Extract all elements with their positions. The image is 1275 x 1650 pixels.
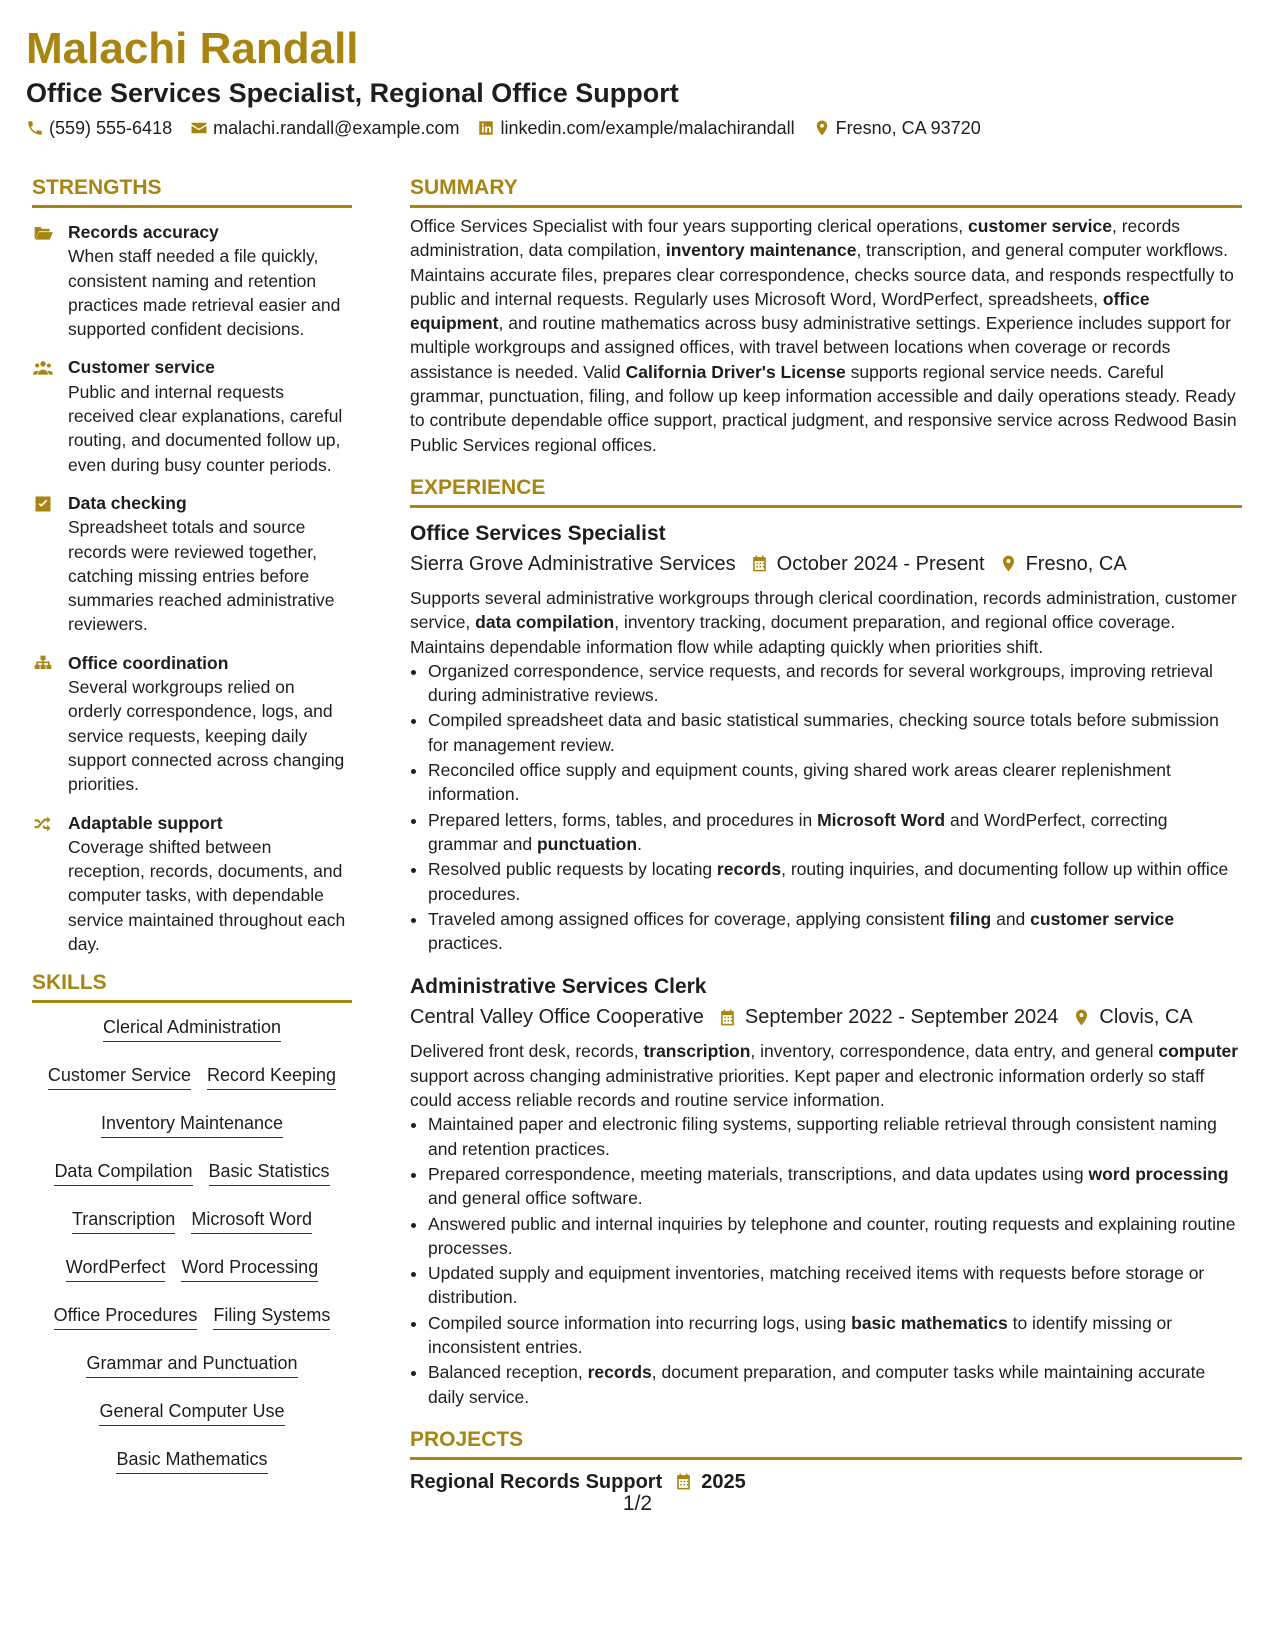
strength-title: Office coordination <box>68 652 229 673</box>
job-company: Central Valley Office Cooperative <box>410 1006 704 1029</box>
job-bullet <box>428 1212 1242 1261</box>
text-run: Resolved public requests by locating <box>428 859 717 880</box>
text-run: Answered public and internal inquiries by telephone and counter, routing requests and explaining routine processes. <box>428 1213 1236 1258</box>
strength-body <box>68 355 352 476</box>
job-list <box>410 520 1242 1409</box>
project-title: Regional Records Support <box>410 1470 663 1493</box>
job-intro <box>410 586 1242 659</box>
strengths-section <box>32 175 352 956</box>
bold-term: filing <box>949 908 992 929</box>
map-pin-icon <box>1072 1008 1091 1027</box>
phone-text: (559) 555-6418 <box>49 118 173 138</box>
calendar-icon <box>750 554 769 573</box>
text-run: Traveled among assigned offices for coverage, applying consistent <box>428 908 950 929</box>
text-run: support across changing administrative priorities. Kept paper and electronic information orderly so staff could access reliable records and routine service information. <box>410 1065 1205 1111</box>
bold-term: basic mathematics <box>851 1312 1008 1333</box>
job-bullet <box>428 1112 1242 1161</box>
project-year: 2025 <box>701 1470 746 1493</box>
job-bullet <box>428 708 1242 757</box>
job-entry <box>410 973 1242 1408</box>
strength-desc: When staff needed a file quickly, consistent naming and retention practices made retrieval easier and supported confident decisions. <box>68 246 341 340</box>
text-run: Updated supply and equipment inventories, matching received items with requests before storage or distribution. <box>428 1263 1205 1308</box>
contact-linkedin[interactable] <box>477 116 794 140</box>
linkedin-icon <box>477 119 495 137</box>
job-bullet <box>428 1311 1242 1360</box>
left-column <box>32 175 352 1489</box>
strength-desc: Coverage shifted between reception, records, documents, and computer tasks, with dependable service maintained throughout each day. <box>68 836 346 955</box>
job-title: Administrative Services Clerk <box>410 975 707 999</box>
text-run: Reconciled office supply and equipment counts, giving shared work areas clearer replenishment information. <box>428 760 1171 805</box>
text-run: Maintained paper and electronic filing systems, supporting reliable retrieval through consistent naming and retention practices. <box>428 1114 1217 1159</box>
experience-section <box>410 475 1242 1409</box>
strength-body <box>68 220 352 341</box>
job-intro <box>410 1039 1242 1112</box>
skills-section <box>32 970 352 1489</box>
text-run: supports regional service needs. Careful grammar, punctuation, filing, and follow up keep information accessible and daily operations steady. Ready to contribute dependable office support, practical judgment, and responsive service across Redwood Basin Public Services regional offices. <box>410 361 1237 455</box>
bold-term: customer service <box>967 216 1112 236</box>
contact-bar <box>26 116 1246 140</box>
projects-section <box>410 1427 1242 1496</box>
skills-list <box>32 1009 352 1489</box>
bold-term: inventory maintenance <box>665 240 857 261</box>
bold-term: Microsoft Word <box>817 809 946 830</box>
strength-title: Customer service <box>68 357 215 378</box>
text-run: Delivered front desk, records, <box>410 1041 644 1062</box>
strength-icon-wrap <box>32 220 68 341</box>
text-run: Office Services Specialist with four years supporting clerical operations, <box>410 216 968 236</box>
bold-term: punctuation <box>536 833 638 854</box>
skill-tag: Customer Service <box>48 1063 191 1090</box>
summary-text <box>410 214 1242 457</box>
calendar-icon <box>718 1008 737 1027</box>
text-run: , inventory tracking, document preparation, and regional office coverage. Maintains dependable information flow while adapting quickly when priorities shift. <box>410 612 1176 657</box>
text-run: Compiled spreadsheet data and basic statistical summaries, checking source totals before submission for management review. <box>428 710 1219 755</box>
job-bullet <box>428 659 1242 708</box>
bold-term: California Driver's License <box>625 361 846 382</box>
right-column <box>410 175 1242 1496</box>
strength-item <box>32 220 352 341</box>
text-run: Organized correspondence, service requests, and records for several workgroups, improving retrieval during administrative reviews. <box>428 660 1213 706</box>
job-location: Fresno, CA <box>1025 552 1127 575</box>
text-run: Compiled source information into recurring logs, using <box>428 1312 852 1333</box>
contact-email[interactable] <box>190 116 459 140</box>
skill-tag: Microsoft Word <box>191 1207 312 1234</box>
users-icon <box>32 358 54 378</box>
job-company: Sierra Grove Administrative Services <box>410 552 736 575</box>
strength-body <box>68 651 352 797</box>
email-link[interactable]: malachi.randall@example.com <box>213 118 460 138</box>
text-run: , records administration, data compilation, <box>410 216 1181 261</box>
skill-tag: Basic Mathematics <box>116 1447 267 1474</box>
bold-term: customer service <box>1030 908 1175 929</box>
job-bullets <box>410 659 1242 956</box>
strength-title: Adaptable support <box>68 812 223 833</box>
shuffle-icon <box>32 814 54 834</box>
text-run: to identify missing or inconsistent entries. <box>428 1312 1173 1357</box>
job-bullets <box>410 1112 1242 1409</box>
text-run: , inventory, correspondence, data entry, and general <box>750 1041 1159 1062</box>
strength-item <box>32 651 352 797</box>
map-pin-icon <box>999 554 1018 573</box>
sitemap-icon <box>32 654 54 674</box>
text-run: , transcription, and general computer workflows. Maintains accurate files, prepares clear correspondence, checks source data, and responds respectfully to public and internal requests. Regularly uses Microsoft Word, WordPerfect, spreadsheets, <box>410 240 1234 309</box>
skill-tag: Transcription <box>72 1207 175 1234</box>
job-bullet <box>428 907 1242 956</box>
skill-tag: WordPerfect <box>66 1255 166 1282</box>
strength-body <box>68 811 352 957</box>
text-run: and general office software. <box>428 1188 643 1209</box>
job-dates: September 2022 - September 2024 <box>744 1006 1059 1029</box>
contact-phone <box>26 116 172 140</box>
skill-tag: Filing Systems <box>213 1303 330 1330</box>
skill-tag: Record Keeping <box>207 1063 336 1090</box>
contact-location <box>813 116 981 140</box>
text-run: Supports several administrative workgroups through clerical coordination, records administration, customer service, <box>410 587 1237 633</box>
envelope-icon <box>190 119 208 137</box>
strength-item <box>32 491 352 637</box>
phone-icon <box>26 119 44 137</box>
strength-list <box>32 220 352 956</box>
strength-body <box>68 491 352 637</box>
text-run: . <box>637 833 642 854</box>
text-run: and <box>991 908 1031 929</box>
text-run: , document preparation, and computer tasks while maintaining accurate daily service. <box>428 1362 1206 1407</box>
bold-term: computer <box>1158 1041 1239 1062</box>
skill-tag: Office Procedures <box>54 1303 198 1330</box>
page-number: 1/2 <box>622 1492 653 1515</box>
text-run: practices. <box>428 933 503 954</box>
summary-section <box>410 175 1242 457</box>
strength-desc: Spreadsheet totals and source records were reviewed together, catching missing entries before summaries reached administrative reviewers. <box>68 517 335 635</box>
strength-item <box>32 811 352 957</box>
skills-heading: SKILLS <box>32 970 352 1003</box>
experience-heading: EXPERIENCE <box>410 475 1242 508</box>
text-run: , and routine mathematics across busy administrative settings. Experience includes support for multiple workgroups and assigned offices, with travel between locations when coverage or records assistance is needed. Valid <box>410 313 1231 382</box>
bold-term: records <box>716 859 782 880</box>
skill-tag: Inventory Maintenance <box>101 1111 283 1138</box>
skill-tag: General Computer Use <box>99 1399 284 1426</box>
location-text: Fresno, CA 93720 <box>835 118 981 138</box>
text-run: Prepared letters, forms, tables, and procedures in <box>428 809 818 830</box>
strength-icon-wrap <box>32 651 68 797</box>
text-run: and WordPerfect, correcting grammar and <box>428 809 1168 854</box>
folder-open-icon <box>32 223 54 243</box>
job-location: Clovis, CA <box>1099 1006 1193 1029</box>
strength-title: Records accuracy <box>68 222 219 242</box>
strength-icon-wrap <box>32 811 68 957</box>
bold-term: office equipment <box>410 288 1150 334</box>
job-bullet <box>428 857 1242 906</box>
strength-icon-wrap <box>32 355 68 476</box>
bold-term: records <box>587 1362 652 1383</box>
strength-icon-wrap <box>32 491 68 637</box>
resume-header <box>26 22 1246 140</box>
check-square-icon <box>32 494 54 514</box>
skill-tag: Data Compilation <box>54 1159 192 1186</box>
strengths-heading: STRENGTHS <box>32 175 352 208</box>
job-bullet <box>428 1360 1242 1409</box>
projects-heading: PROJECTS <box>410 1427 1242 1460</box>
bold-term: data compilation <box>475 612 615 633</box>
text-run: Balanced reception, <box>428 1362 588 1383</box>
job-bullet <box>428 1162 1242 1211</box>
job-bullet <box>428 1261 1242 1310</box>
strength-desc: Public and internal requests received clear explanations, careful routing, and documented follow up, even during busy counter periods. <box>68 381 343 475</box>
job-bullet <box>428 758 1242 807</box>
skill-tag: Basic Statistics <box>209 1159 330 1186</box>
strength-item <box>32 355 352 476</box>
skill-tag: Grammar and Punctuation <box>86 1351 297 1378</box>
text-run: , routing inquiries, and documenting follow up within office procedures. <box>428 859 1229 904</box>
job-meta <box>410 550 1242 578</box>
job-title: Office Services Specialist <box>410 521 666 545</box>
strength-desc: Several workgroups relied on orderly correspondence, logs, and service requests, keeping daily support connected across changing priorities. <box>68 677 345 795</box>
strength-title: Data checking <box>68 492 187 513</box>
linkedin-link[interactable]: linkedin.com/example/malachirandall <box>500 118 795 138</box>
summary-heading: SUMMARY <box>410 175 1242 208</box>
calendar-icon <box>674 1472 693 1491</box>
job-dates: October 2024 - Present <box>776 552 985 575</box>
candidate-name: Malachi Randall <box>26 24 359 73</box>
job-meta <box>410 1003 1242 1031</box>
text-run: Prepared correspondence, meeting materials, transcriptions, and data updates using <box>428 1163 1089 1184</box>
map-pin-icon <box>813 119 831 137</box>
job-bullet <box>428 808 1242 857</box>
candidate-title: Office Services Specialist, Regional Office Support <box>26 78 679 108</box>
skill-tag: Clerical Administration <box>103 1015 281 1042</box>
job-entry <box>410 520 1242 955</box>
skill-tag: Word Processing <box>181 1255 318 1282</box>
bold-term: transcription <box>643 1041 751 1062</box>
bold-term: word processing <box>1088 1163 1229 1184</box>
